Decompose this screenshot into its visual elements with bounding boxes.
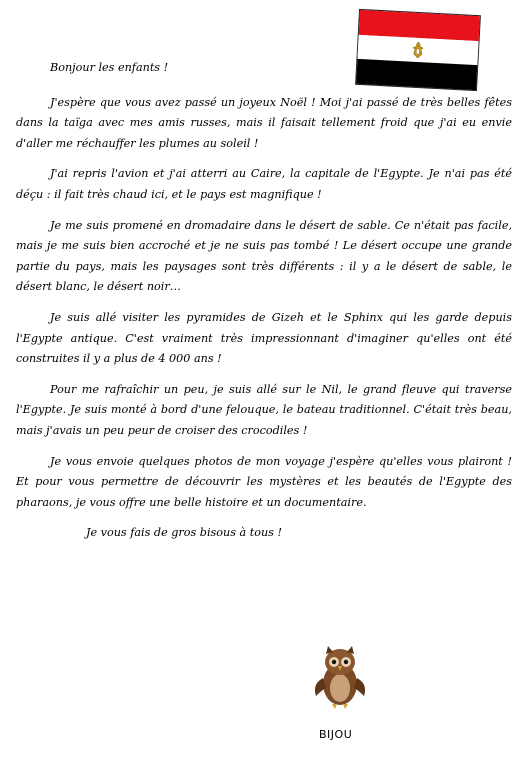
paragraph-desert: Je me suis promené en dromadaire dans le désert de sable. Ce n'était pas facile, mais je me suis bien accroché et je ne suis pas tombé ! Le désert occupe une grande partie du pays, mais les paysages sont très différents : il y a le désert de sable, le désert blanc, le désert noir… bbox=[16, 218, 512, 294]
paragraph-cairo: J'ai repris l'avion et j'ai atterri au Caire, la capitale de l'Egypte. Je n'ai pas été déçu : il fait très chaud ici, et le pays est magnifique ! bbox=[16, 167, 512, 201]
letter-body bbox=[16, 58, 512, 554]
signature: BIJOU bbox=[319, 728, 353, 741]
paragraph-photos: Je vous envoie quelques photos de mon voyage j'espère qu'elles vous plairont ! Et pour vous permettre de découvrir les mystères et les beautés de l'Egypte des pharaons, je vous offre une belle histoire et un documentaire. bbox=[16, 454, 512, 509]
greeting: Bonjour les enfants ! bbox=[50, 61, 169, 74]
paragraph-nile: Pour me rafraîchir un peu, je suis allé sur le Nil, le grand fleuve qui traverse l'Egypte. Je suis monté à bord d'une felouque, le bateau traditionnel. C'était très beau, mais j'avais un peu peur de croiser des crocodiles ! bbox=[16, 382, 512, 437]
paragraph-pyramids: Je suis allé visiter les pyramides de Gizeh et le Sphinx qui les garde depuis l'Egypte antique. C'est vraiment très impressionnant d'imaginer qu'elles ont été construites il y a plus de 4 000 ans ! bbox=[16, 310, 512, 366]
paragraph-christmas: J'espère que vous avez passé un joyeux Noël ! Moi j'ai passé de très belles fêtes dans la taïga avec mes amis russes, mais il faisait tellement froid que j'ai eu envie d'aller me réchauffer les plumes au soleil ! bbox=[16, 95, 512, 150]
closing-line: Je vous fais de gros bisous à tous ! bbox=[86, 526, 282, 540]
owl-icon bbox=[310, 644, 370, 710]
